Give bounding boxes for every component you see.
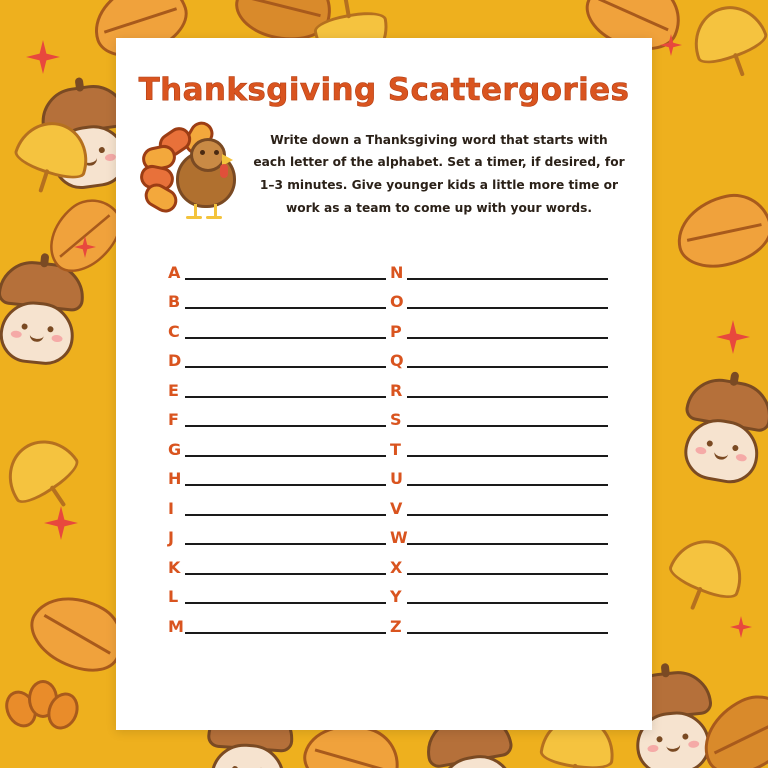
letter-label: T [390, 439, 401, 459]
letter-label: O [390, 292, 404, 311]
letter-label: K [168, 557, 181, 577]
letter-label: E [168, 380, 179, 400]
answer-line[interactable] [407, 396, 608, 398]
letter-column-left [168, 254, 386, 638]
list-item[interactable] [390, 579, 608, 609]
letter-label: D [168, 351, 182, 370]
list-item[interactable] [168, 343, 386, 373]
answer-line[interactable] [185, 543, 386, 545]
list-item[interactable] [390, 431, 608, 461]
list-item[interactable] [168, 608, 386, 638]
intro-section [116, 124, 652, 224]
answer-line[interactable] [185, 425, 386, 427]
answer-line[interactable] [407, 514, 608, 516]
answer-line[interactable] [185, 514, 386, 516]
answer-line[interactable] [185, 484, 386, 486]
ginkgo-leaf-icon [4, 112, 97, 205]
list-item[interactable] [168, 490, 386, 520]
list-item[interactable] [390, 343, 608, 373]
answer-line[interactable] [407, 425, 608, 427]
answer-line[interactable] [407, 366, 608, 368]
list-item[interactable] [168, 549, 386, 579]
answer-line[interactable] [185, 366, 386, 368]
sparkle-icon [26, 40, 60, 74]
list-item[interactable] [390, 402, 608, 432]
list-item[interactable] [390, 372, 608, 402]
letter-label: G [168, 439, 182, 459]
answer-line[interactable] [185, 307, 386, 309]
letter-label: X [390, 557, 403, 577]
list-item[interactable] [390, 490, 608, 520]
sparkle-icon [716, 320, 750, 354]
acorn-icon [0, 258, 87, 370]
answer-line[interactable] [407, 573, 608, 575]
ginkgo-leaf-icon [684, 0, 768, 90]
letter-label: A [168, 262, 181, 282]
list-item[interactable] [168, 254, 386, 284]
letter-label: V [390, 498, 403, 518]
letter-label: W [390, 528, 408, 547]
list-item[interactable] [168, 284, 386, 314]
list-item[interactable] [168, 431, 386, 461]
answer-line[interactable] [407, 455, 608, 457]
letter-label: R [390, 380, 403, 400]
list-item[interactable] [390, 254, 608, 284]
letter-label: U [390, 469, 403, 488]
letter-label: I [168, 498, 174, 518]
list-item[interactable] [168, 461, 386, 491]
answer-line[interactable] [407, 307, 608, 309]
oak-leaf-icon [670, 187, 768, 275]
worksheet-sheet [116, 38, 652, 730]
letter-label: M [168, 616, 184, 636]
list-item[interactable] [168, 579, 386, 609]
answer-line[interactable] [185, 455, 386, 457]
list-item[interactable] [390, 313, 608, 343]
sparkle-icon [44, 506, 78, 540]
letter-label: Y [390, 587, 402, 606]
list-item[interactable] [390, 284, 608, 314]
answer-line[interactable] [407, 543, 608, 545]
answer-line[interactable] [185, 573, 386, 575]
letter-label: J [168, 528, 174, 547]
ginkgo-leaf-icon [657, 529, 753, 625]
letter-label: B [168, 292, 181, 311]
list-item[interactable] [390, 549, 608, 579]
list-item[interactable] [390, 520, 608, 550]
list-item[interactable] [168, 313, 386, 343]
list-item[interactable] [390, 461, 608, 491]
letter-label: C [168, 321, 180, 341]
letter-label: F [168, 410, 179, 429]
list-item[interactable] [390, 608, 608, 638]
letter-column-right [390, 254, 608, 638]
list-item[interactable] [168, 372, 386, 402]
answer-line[interactable] [407, 602, 608, 604]
turkey-icon [138, 124, 248, 224]
answer-line[interactable] [185, 396, 386, 398]
acorn-icon [674, 373, 768, 490]
list-item[interactable] [168, 402, 386, 432]
letter-columns [116, 224, 652, 638]
oak-leaf-icon [690, 683, 768, 768]
answer-line[interactable] [185, 632, 386, 634]
letter-label: Q [390, 351, 404, 370]
answer-line[interactable] [185, 337, 386, 339]
letter-label: H [168, 469, 182, 488]
sparkle-icon [74, 236, 96, 258]
instructions-text: Write down a Thanksgiving word that starts with each letter of the alphabet. Set a timer, if desired, for 1–3 minutes. Give younger kids a little more time or work as a team to come up with your words. [253, 132, 625, 215]
answer-line[interactable] [407, 484, 608, 486]
answer-line[interactable] [185, 278, 386, 280]
leaf-sprig-icon [6, 680, 76, 740]
letter-label: L [168, 587, 179, 606]
letter-label: N [390, 262, 404, 282]
answer-line[interactable] [407, 278, 608, 280]
answer-line[interactable] [407, 337, 608, 339]
ginkgo-leaf-icon [0, 426, 96, 529]
answer-line[interactable] [185, 602, 386, 604]
page-title: Thanksgiving Scattergories [138, 72, 630, 108]
letter-label: S [390, 410, 402, 429]
letter-label: P [390, 321, 402, 341]
sparkle-icon [660, 34, 682, 56]
answer-line[interactable] [407, 632, 608, 634]
sparkle-icon [730, 616, 752, 638]
letter-label: Z [390, 616, 402, 636]
list-item[interactable] [168, 520, 386, 550]
